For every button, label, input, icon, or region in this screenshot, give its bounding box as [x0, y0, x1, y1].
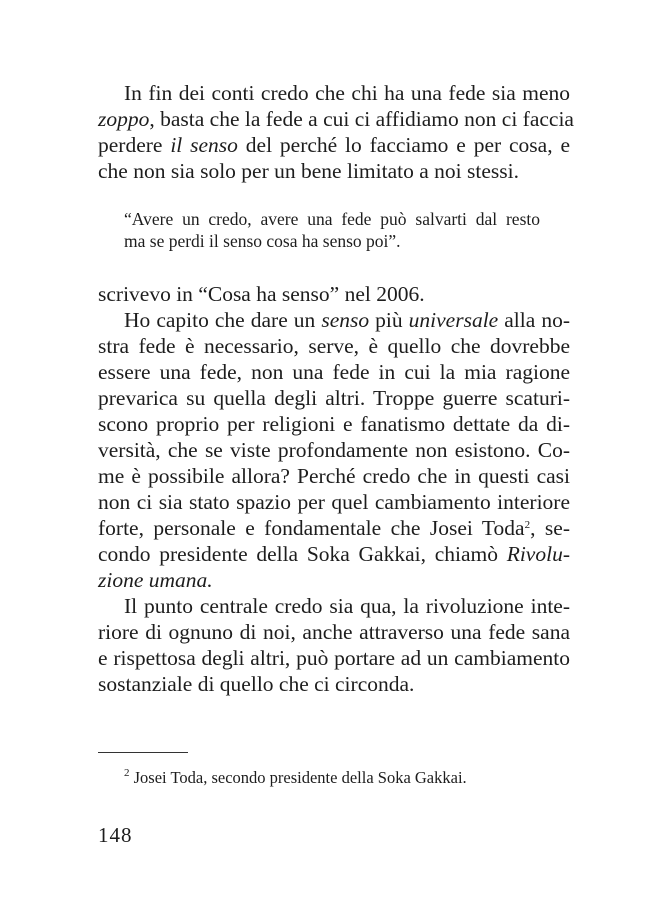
- footnote-marker: 2: [124, 767, 130, 779]
- paragraph-3-line-8: non ci sia stato spazio per quel cambiamento interiore: [98, 490, 570, 514]
- footnote-reference: 2: [524, 519, 531, 531]
- paragraph-1-line-1: In fin dei conti credo che chi ha una fede sia meno: [124, 81, 570, 105]
- paragraph-3-line-2: stra fede è necessario, serve, è quello che dovrebbe: [98, 334, 570, 358]
- page-number: 148: [98, 823, 133, 847]
- paragraph-3-line-9: forte, personale e fondamentale che Josei Toda$^2$, se-: [98, 516, 570, 540]
- paragraph-1-line-4: che non sia solo per un bene limitato a noi stessi.: [98, 159, 519, 183]
- footnote: [124, 768, 467, 788]
- paragraph-3-line-4: prevarica su quella degli altri. Troppe guerre scaturi-: [98, 386, 570, 410]
- quote-line-2: ma se perdi il senso cosa ha senso poi”.: [124, 231, 401, 251]
- paragraph-2-line-1: scrivevo in “Cosa ha senso” nel 2006.: [98, 282, 425, 306]
- paragraph-3-line-7: me è possibile allora? Perché credo che in questi casi: [98, 464, 570, 488]
- paragraph-4-line-2: riore di ognuno di noi, anche attraverso una fede sana: [98, 620, 570, 644]
- paragraph-3-line-5: scono proprio per religioni e fanatismo dettate da di-: [98, 412, 570, 436]
- paragraph-3-line-3: essere una fede, non una fede in cui la mia ragione: [98, 360, 570, 384]
- paragraph-1-line-3: perdere il senso del perché lo facciamo e per cosa, e: [98, 133, 570, 157]
- paragraph-3-line-6: versità, che se viste profondamente non esistono. Co-: [98, 438, 570, 462]
- footnote-text: Josei Toda, secondo presidente della Soka Gakkai.: [133, 768, 467, 787]
- paragraph-1-line-2: zoppo, basta che la fede a cui ci affidiamo non ci faccia: [98, 107, 574, 131]
- paragraph-4-line-1: Il punto centrale credo sia qua, la rivoluzione inte-: [124, 594, 570, 618]
- paragraph-4-line-3: e rispettosa degli altri, può portare ad un cambiamento: [98, 646, 570, 670]
- paragraph-3-line-1: Ho capito che dare un senso più universale alla no-: [124, 308, 570, 332]
- paragraph-3-line-10: condo presidente della Soka Gakkai, chiamò Rivolu-: [98, 542, 570, 566]
- quote-line-1: “Avere un credo, avere una fede può salvarti dal resto: [124, 209, 540, 229]
- footnote-separator: [98, 752, 188, 753]
- paragraph-3-line-11: zione umana.: [98, 568, 213, 592]
- paragraph-4-line-4: sostanziale di quello che ci circonda.: [98, 672, 415, 696]
